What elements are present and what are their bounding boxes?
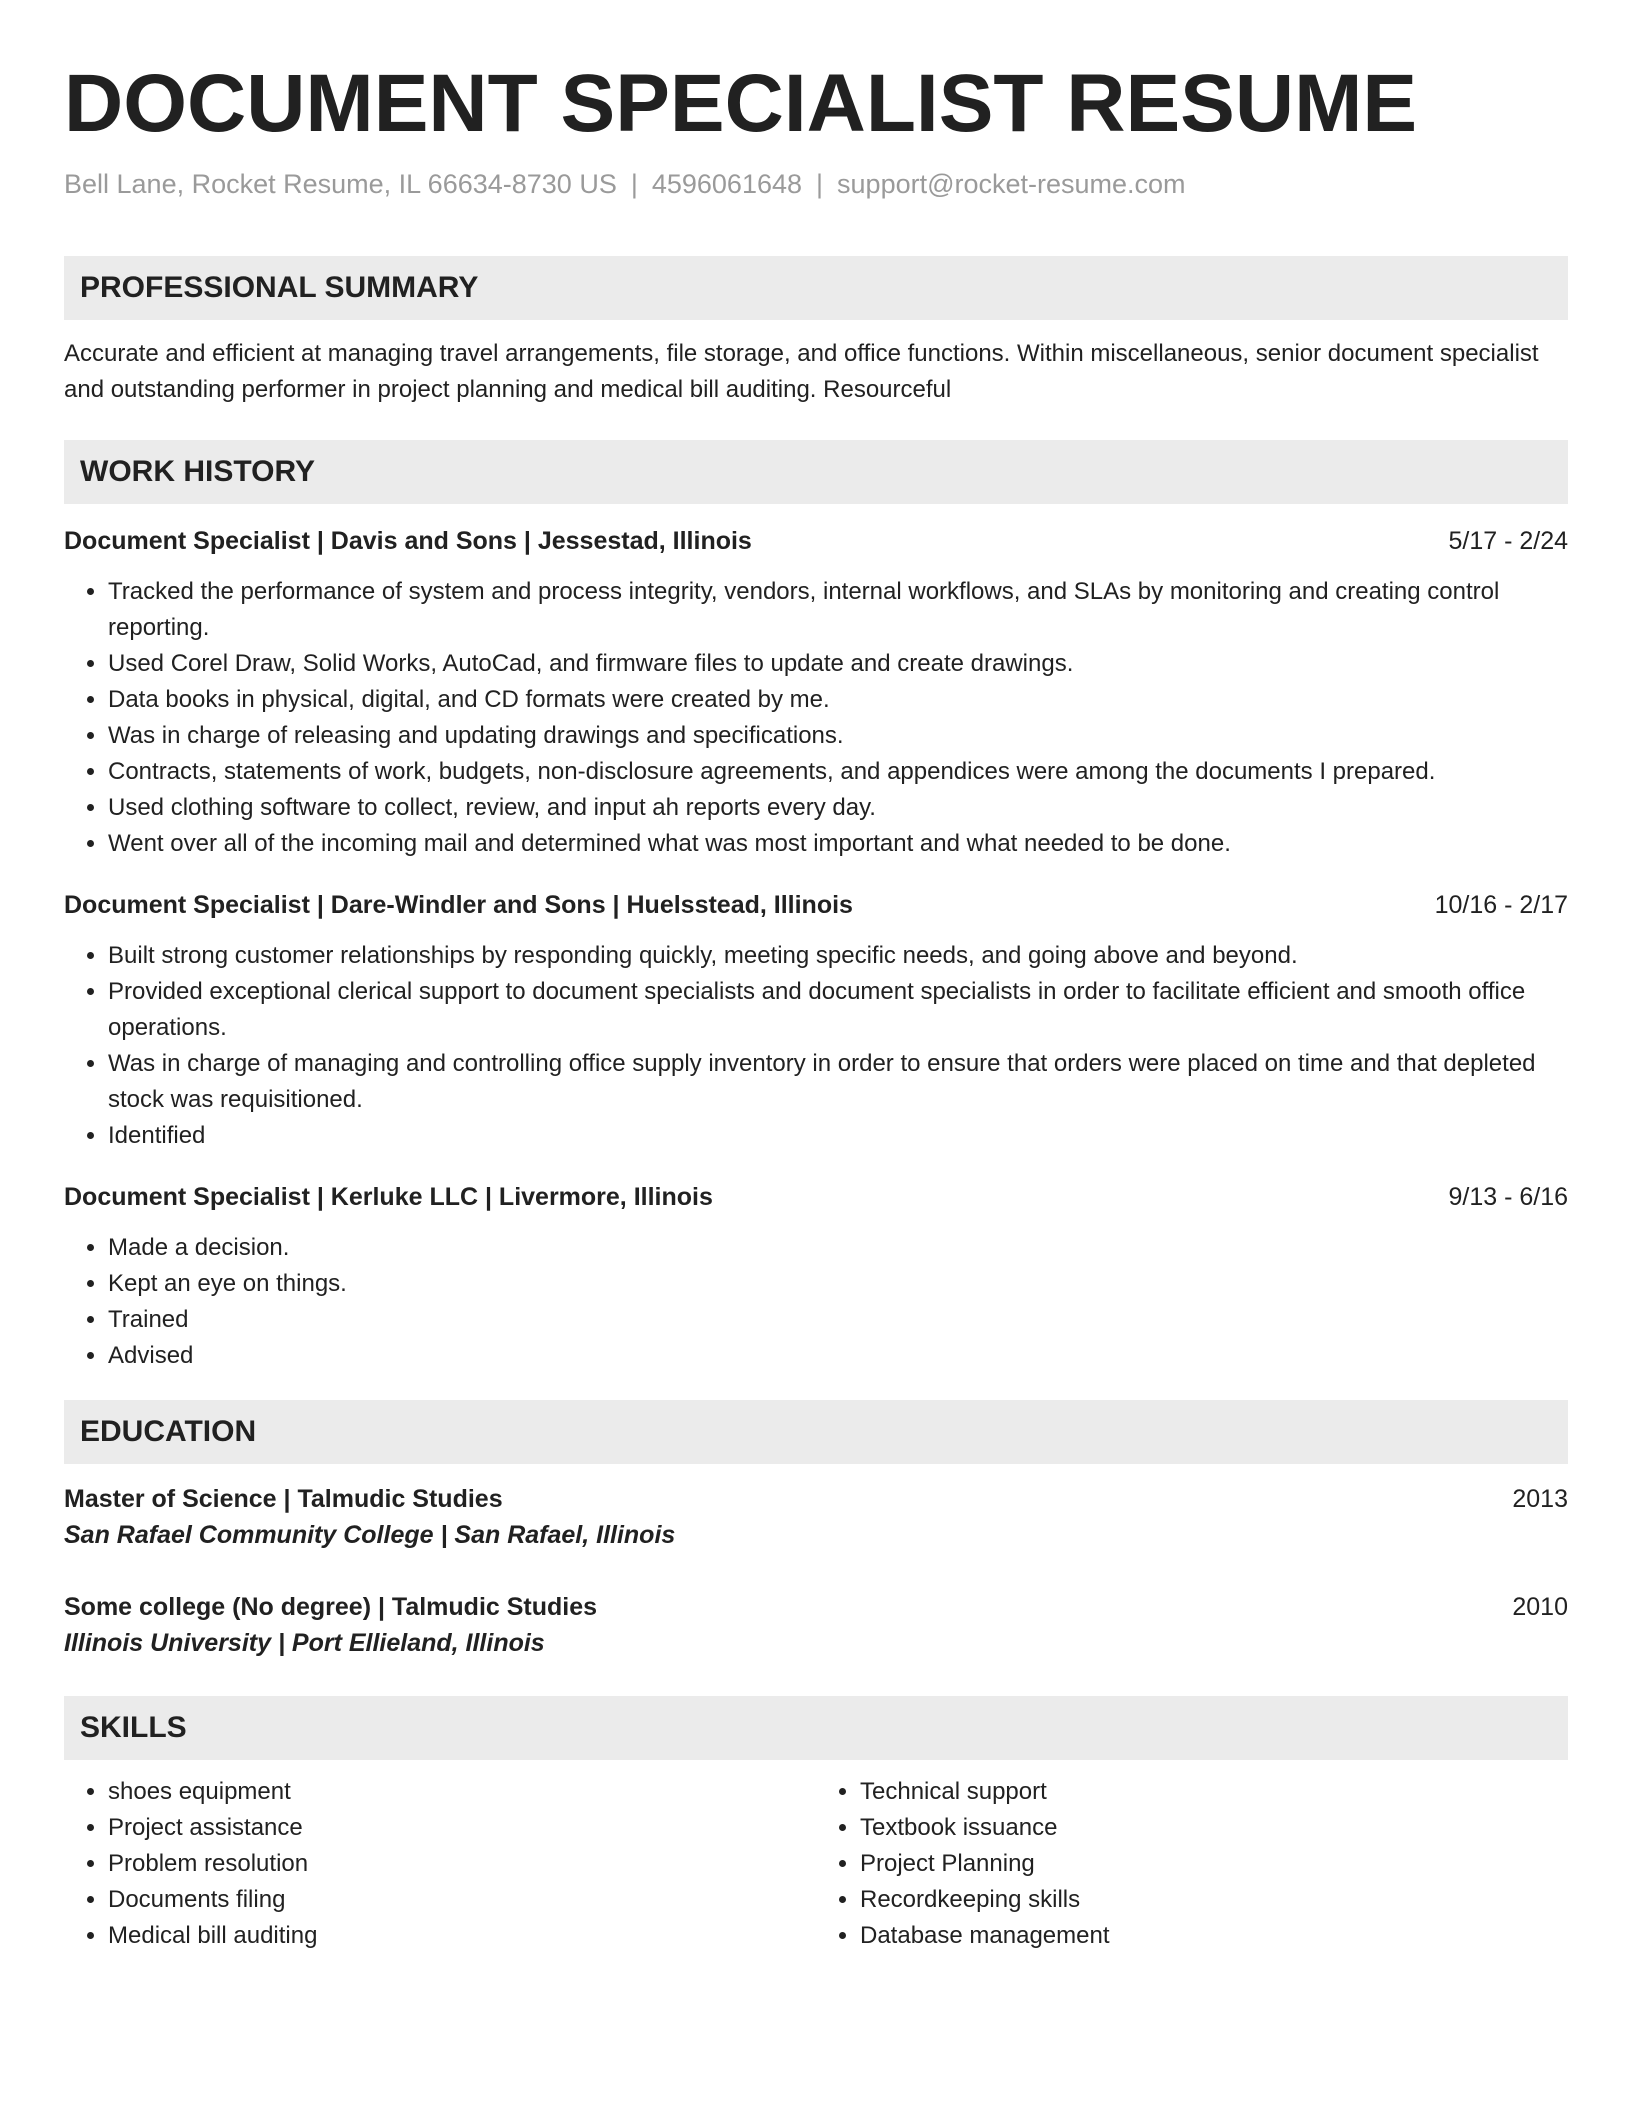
education-entry (64, 1482, 1568, 1554)
job-title: Document Specialist | Dare-Windler and Sons | Huelsstead, Illinois (64, 891, 853, 919)
skill-item: • Textbook issuance (860, 1810, 1568, 1846)
contact-line (64, 166, 1568, 202)
job-title: Document Specialist | Davis and Sons | Jessestad, Illinois (64, 527, 752, 555)
education-heading: EDUCATION (64, 1400, 1568, 1464)
job-bullets (64, 1230, 1568, 1374)
job-bullets (64, 938, 1568, 1154)
skill-item: • Project Planning (860, 1846, 1568, 1882)
job-header (64, 524, 1568, 558)
education-header (64, 1482, 1568, 1516)
work-history-heading: WORK HISTORY (64, 440, 1568, 504)
education-degree: Master of Science | Talmudic Studies (64, 1485, 503, 1513)
education-header (64, 1590, 1568, 1624)
education-year: 2010 (1512, 1593, 1568, 1621)
contact-phone: 4596061648 (651, 169, 803, 199)
education-entry (64, 1590, 1568, 1662)
job-bullet: • Was in charge of releasing and updating drawings and specifications. (108, 718, 1568, 754)
job-bullet: • Contracts, statements of work, budgets, non-disclosure agreements, and appendices were among the documents I prepared. (108, 754, 1568, 790)
education-school: Illinois University | Port Ellieland, Illinois (64, 1629, 545, 1657)
skill-item: • Documents filing (108, 1882, 816, 1918)
job-title: Document Specialist | Kerluke LLC | Livermore, Illinois (64, 1183, 713, 1211)
job-bullet: • Was in charge of managing and controlling office supply inventory in order to ensure that orders were placed on time and that depleted stock was requisitioned. (108, 1046, 1568, 1118)
job-entry (64, 888, 1568, 1154)
education-degree: Some college (No degree) | Talmudic Studies (64, 1593, 598, 1621)
skills-heading: SKILLS (64, 1696, 1568, 1760)
summary-heading: PROFESSIONAL SUMMARY (64, 256, 1568, 320)
job-bullet: • Kept an eye on things. (108, 1266, 1568, 1302)
summary-text: Accurate and efficient at managing travel arrangements, file storage, and office functions. Within miscellaneous, senior document specialist and outstanding performer in project planning and medical bill auditing. Resourceful (64, 340, 1539, 403)
skills-columns (64, 1774, 1568, 1954)
education-school: San Rafael Community College | San Rafael, Illinois (64, 1521, 676, 1549)
job-bullet: • Data books in physical, digital, and CD formats were created by me. (108, 682, 1568, 718)
job-header (64, 888, 1568, 922)
job-dates: 9/13 - 6/16 (1448, 1183, 1568, 1211)
skill-item: • Technical support (860, 1774, 1568, 1810)
skill-item: • Problem resolution (108, 1846, 816, 1882)
skill-item: • Database management (860, 1918, 1568, 1954)
skills-list-left (64, 1774, 816, 1954)
skill-item: • Recordkeeping skills (860, 1882, 1568, 1918)
job-dates: 10/16 - 2/17 (1434, 891, 1568, 919)
job-entry (64, 1180, 1568, 1374)
job-bullet: • Provided exceptional clerical support to document specialists and document specialists in order to facilitate efficient and smooth office operations. (108, 974, 1568, 1046)
job-bullet: • Went over all of the incoming mail and determined what was most important and what needed to be done. (108, 826, 1568, 862)
job-bullet: • Used Corel Draw, Solid Works, AutoCad, and firmware files to update and create drawings. (108, 646, 1568, 682)
job-bullet: • Advised (108, 1338, 1568, 1374)
skill-item: • shoes equipment (108, 1774, 816, 1810)
job-bullet: • Made a decision. (108, 1230, 1568, 1266)
job-bullet: • Used clothing software to collect, review, and input ah reports every day. (108, 790, 1568, 826)
contact-separator: | (630, 169, 638, 199)
job-entry (64, 524, 1568, 862)
skills-list-right (816, 1774, 1568, 1954)
contact-email: support@rocket-resume.com (837, 169, 1186, 199)
skill-item: • Project assistance (108, 1810, 816, 1846)
contact-address: Bell Lane, Rocket Resume, IL 66634-8730 US (64, 169, 617, 199)
job-bullet: • Identified (108, 1118, 1568, 1154)
contact-separator: | (816, 169, 824, 199)
job-dates: 5/17 - 2/24 (1448, 527, 1568, 555)
education-year: 2013 (1512, 1485, 1568, 1513)
job-bullets (64, 574, 1568, 862)
resume-title: DOCUMENT SPECIALIST RESUME (64, 58, 1418, 149)
job-bullet: • Built strong customer relationships by responding quickly, meeting specific needs, and going above and beyond. (108, 938, 1568, 974)
job-bullet: • Tracked the performance of system and process integrity, vendors, internal workflows, and SLAs by monitoring and creating control reporting. (108, 574, 1568, 646)
job-bullet: • Trained (108, 1302, 1568, 1338)
skill-item: • Medical bill auditing (108, 1918, 816, 1954)
job-header (64, 1180, 1568, 1214)
